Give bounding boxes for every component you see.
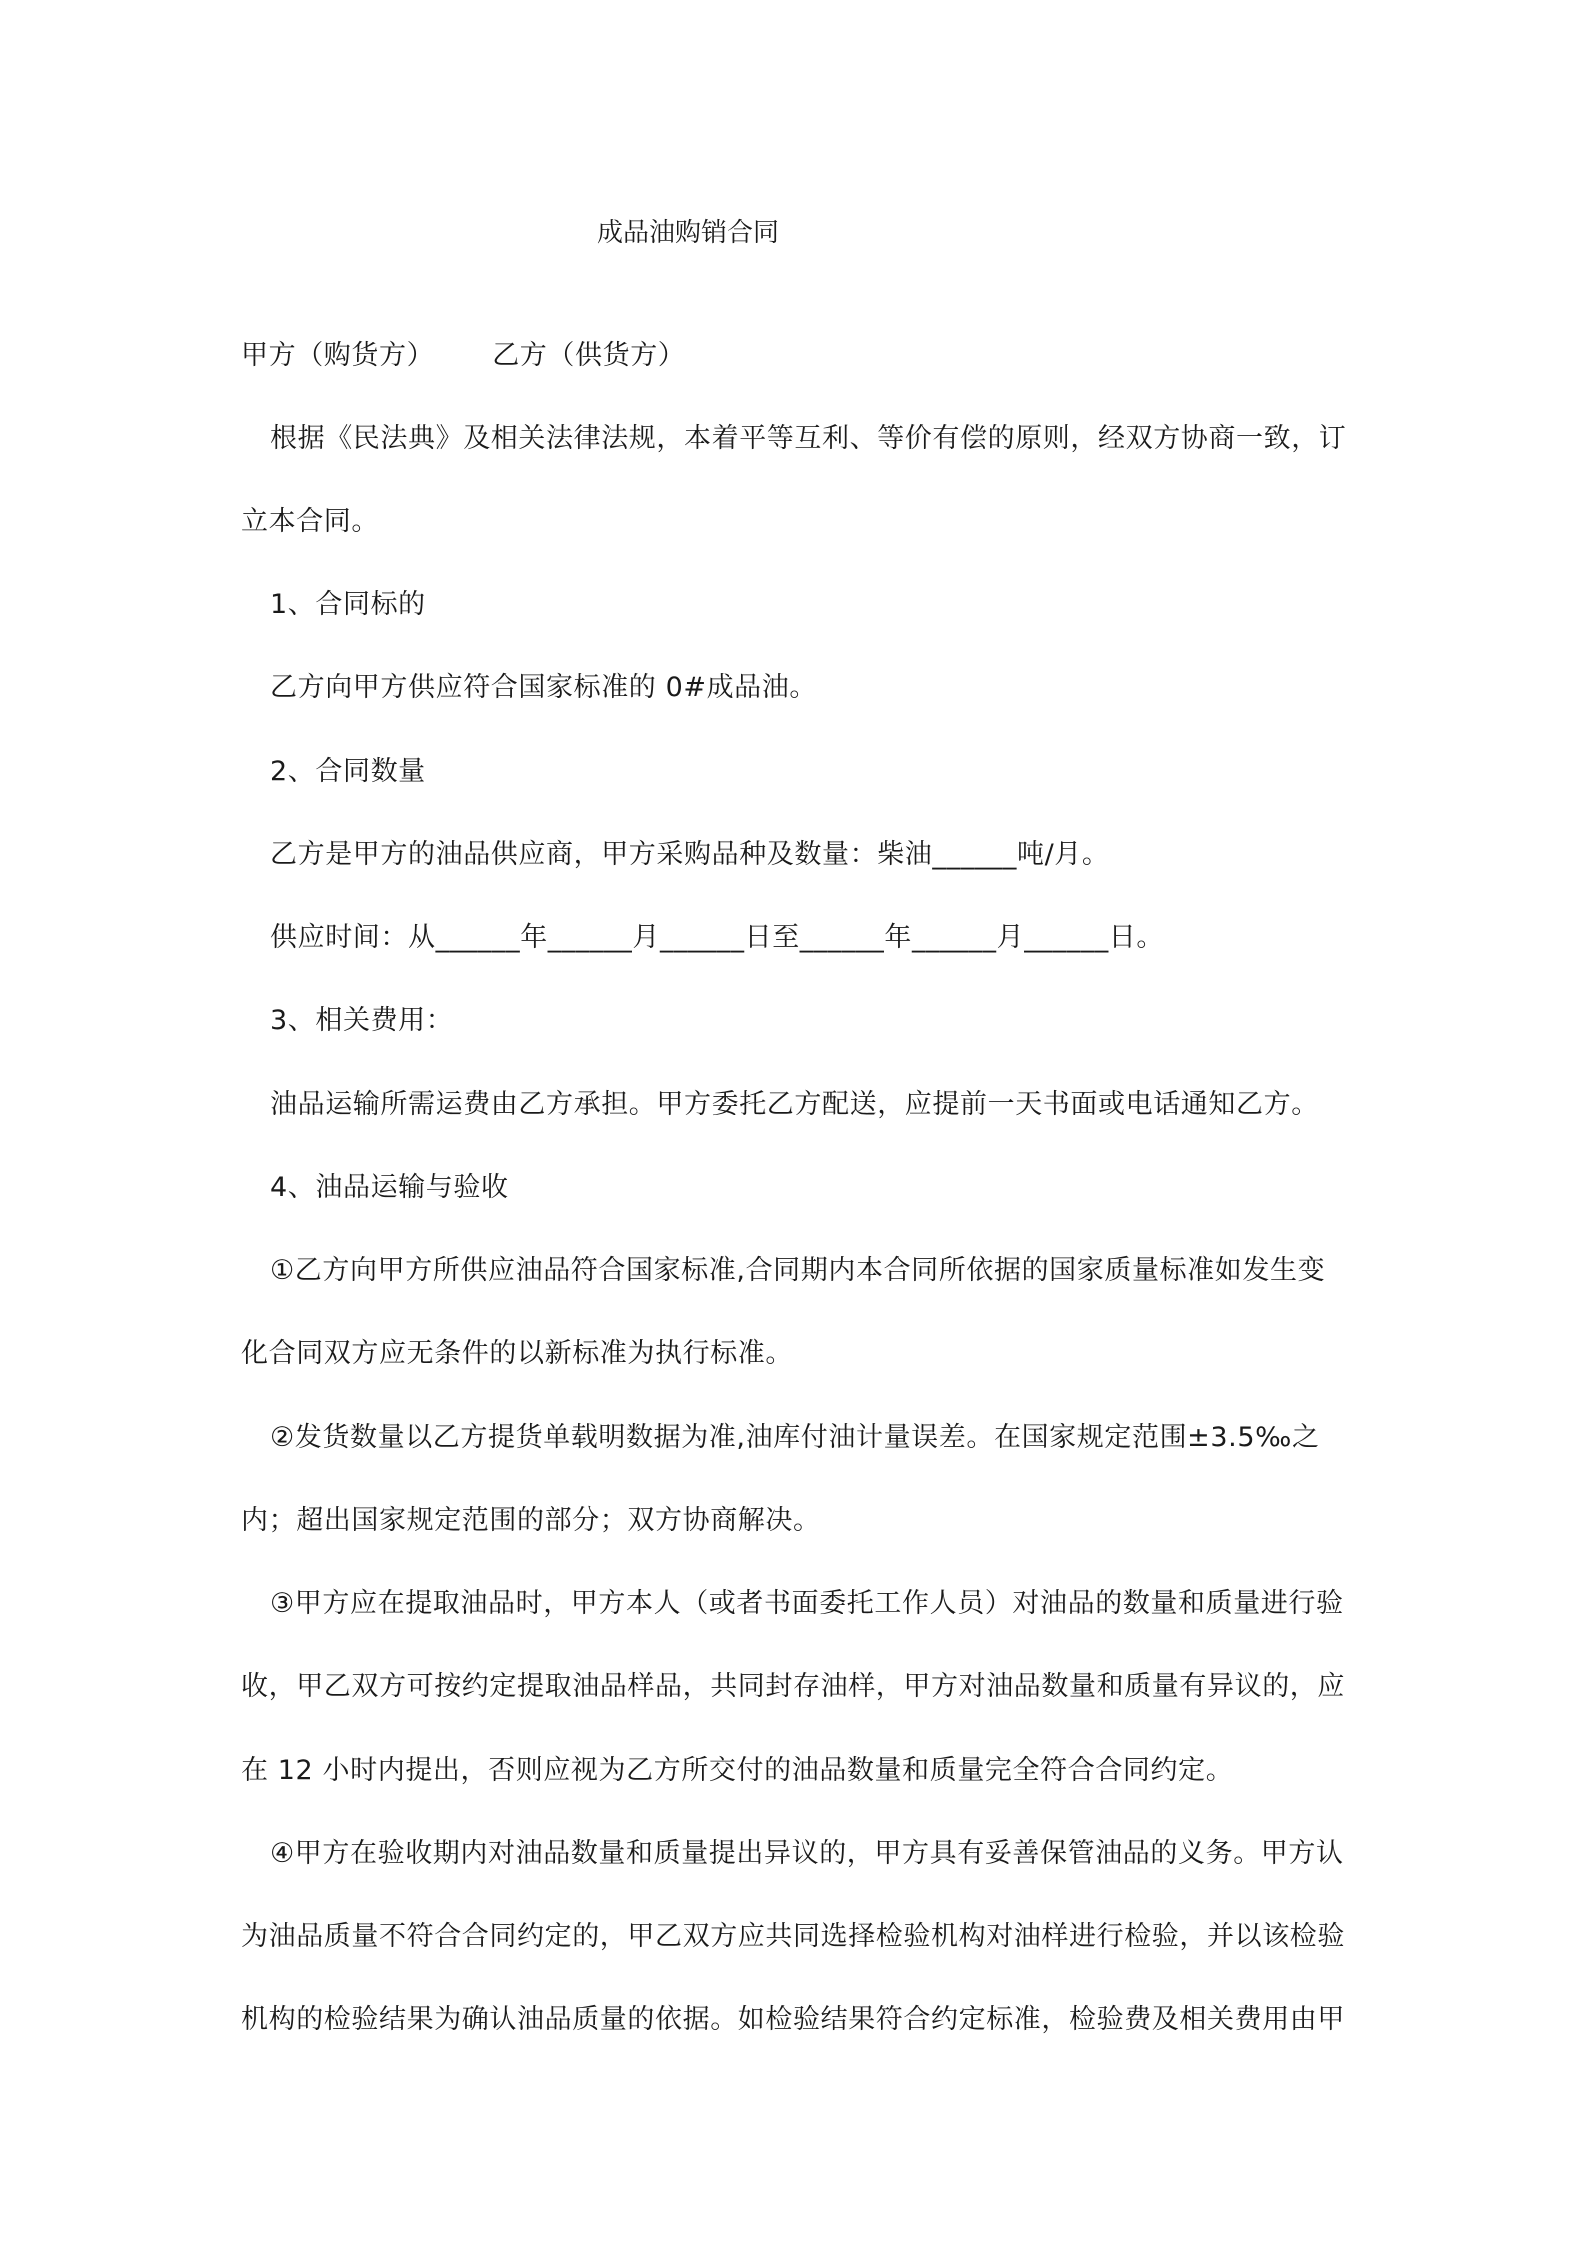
section-4-paragraph-line: ②发货数量以乙方提货单载明数据为准,油库付油计量误差。在国家规定范围±3.5‰之 (270, 1422, 1320, 1453)
section-3-heading: 3、相关费用： (270, 1005, 454, 1036)
section-4-paragraph-line: 收，甲乙双方可按约定提取油品样品，共同封存油样，甲方对油品数量和质量有异议的，应 (241, 1671, 1345, 1702)
section-4-paragraph-line: ④甲方在验收期内对油品数量和质量提出异议的，甲方具有妥善保管油品的义务。甲方认 (270, 1838, 1344, 1869)
party-b-label: 乙方（供货方） (492, 340, 686, 371)
section-4-paragraph-line: 为油品质量不符合合同约定的，甲乙双方应共同选择检验机构对油样进行检验，并以该检验 (241, 1921, 1345, 1952)
section-1-heading: 1、合同标的 (270, 589, 426, 620)
parties-line (241, 338, 1361, 374)
section-1-text: 乙方向甲方供应符合国家标准的 0#成品油。 (270, 672, 817, 703)
section-2-supply-time: 供应时间：从______年______月______日至______年______月______日。 (270, 922, 1164, 953)
intro-paragraph-line: 立本合同。 (241, 506, 379, 537)
section-4-heading: 4、油品运输与验收 (270, 1172, 509, 1203)
section-4-paragraph-line: 化合同双方应无条件的以新标准为执行标准。 (241, 1338, 793, 1369)
section-4-paragraph-line: 内；超出国家规定范围的部分；双方协商解决。 (241, 1505, 821, 1536)
section-2-heading: 2、合同数量 (270, 756, 426, 787)
section-4-paragraph-line: ①乙方向甲方所供应油品符合国家标准,合同期内本合同所依据的国家质量标准如发生变 (270, 1255, 1326, 1286)
section-3-text: 油品运输所需运费由乙方承担。甲方委托乙方配送，应提前一天书面或电话通知乙方。 (270, 1089, 1319, 1120)
party-a-label: 甲方（购货方） (241, 340, 435, 371)
section-2-text: 乙方是甲方的油品供应商，甲方采购品种及数量：柴油______吨/月。 (270, 839, 1110, 870)
section-4-paragraph-line: ③甲方应在提取油品时，甲方本人（或者书面委托工作人员）对油品的数量和质量进行验 (270, 1588, 1344, 1619)
section-4-paragraph-line: 机构的检验结果为确认油品质量的依据。如检验结果符合约定标准，检验费及相关费用由甲 (241, 2004, 1345, 2035)
document-title: 成品油购销合同 (596, 218, 779, 248)
section-4-paragraph-line: 在 12 小时内提出，否则应视为乙方所交付的油品数量和质量完全符合合同约定。 (241, 1755, 1234, 1786)
intro-paragraph-line: 根据《民法典》及相关法律法规，本着平等互利、等价有偿的原则，经双方协商一致，订 (270, 423, 1347, 454)
